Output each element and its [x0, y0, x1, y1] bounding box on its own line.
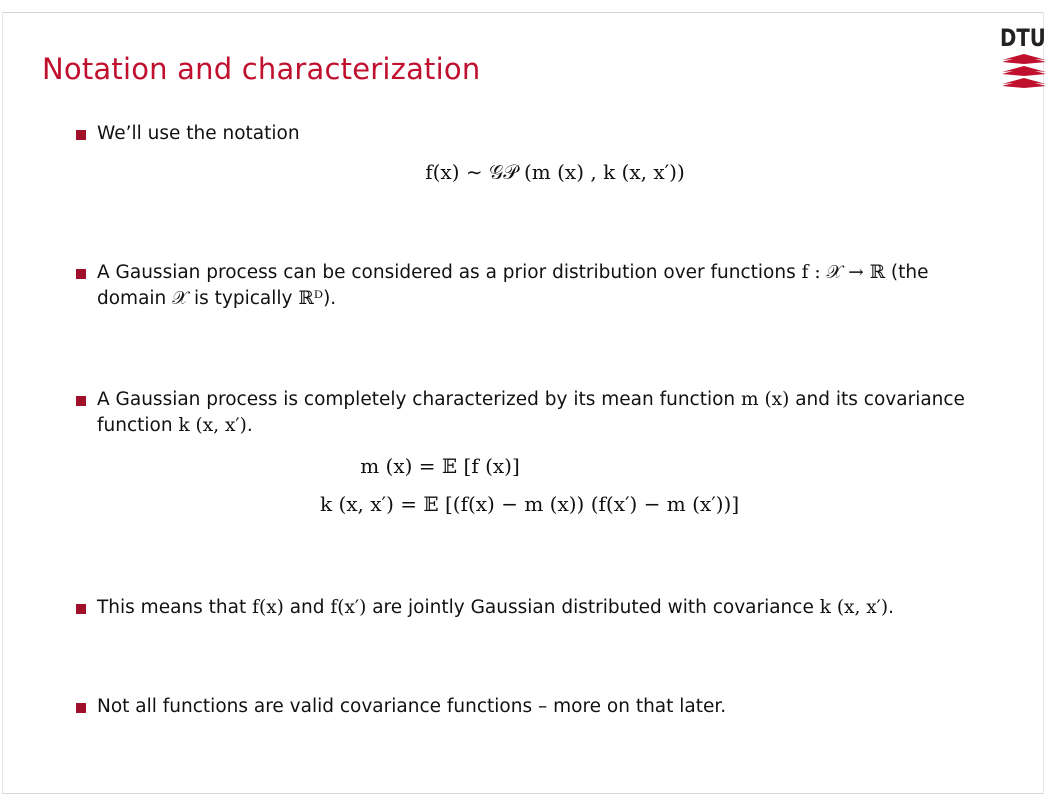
bullet-marker: [76, 604, 86, 614]
bullet-2-line2-b: is typically: [188, 288, 299, 309]
function-mapping: f : 𝒳 → ℝ: [801, 262, 885, 283]
bullet-4-part-d: .: [888, 597, 894, 618]
bullet-marker: [76, 703, 86, 713]
mean-function-symbol: m (x): [741, 389, 790, 410]
dtu-logo: [1000, 24, 1046, 94]
bullet-2-line2-c: ).: [323, 288, 337, 309]
bullet-2-part-a: A Gaussian process can be considered as a prior distribution over functions: [97, 262, 802, 283]
bullet-marker: [76, 396, 86, 406]
bullet-3-text: [97, 387, 987, 439]
fxp-symbol: f(x′): [330, 597, 367, 618]
slide-title: Notation and characterization: [42, 52, 481, 86]
bullet-4-part-a: This means that: [97, 597, 253, 618]
fx-symbol: f(x): [252, 597, 284, 618]
domain-symbol: 𝒳: [172, 288, 189, 309]
bullet-2-text: [97, 260, 987, 312]
covariance-function-symbol: k (x, x′): [178, 415, 247, 436]
dtu-logo-icon: [1002, 54, 1046, 92]
bullet-5-text: Not all functions are valid covariance functions – more on that later.: [97, 696, 727, 717]
domain-rd: ℝᴰ: [298, 288, 324, 309]
bullet-3-part-b: and its covariance: [789, 389, 965, 410]
gp-notation-equation: f(x) ∼ 𝒢𝒫 (m (x) , k (x, x′)): [425, 160, 685, 184]
bullet-4-part-b: and: [283, 597, 331, 618]
bullet-4-text: [97, 595, 987, 621]
bullet-3-line2-b: .: [246, 415, 253, 436]
bullet-4-part-c: are jointly Gaussian distributed with covariance: [366, 597, 820, 618]
bullet-3-part-a: A Gaussian process is completely characterized by its mean function: [97, 389, 742, 410]
bullet-marker: [76, 130, 86, 140]
covariance-equation: k (x, x′) = 𝔼 [(f(x) − m (x)) (f(x′) − m (x′))]: [320, 492, 740, 516]
dtu-logo-text: DTU: [1000, 24, 1046, 52]
bullet-2-line2-a: domain: [97, 288, 173, 309]
mean-equation: m (x) = 𝔼 [f (x)]: [360, 454, 520, 478]
bullet-1-text: We’ll use the notation: [97, 123, 300, 144]
bullet-marker: [76, 269, 86, 279]
bullet-3-line2-a: function: [97, 415, 179, 436]
kernel-symbol: k (x, x′): [819, 597, 889, 618]
bullet-2-part-b: (the: [885, 262, 929, 283]
